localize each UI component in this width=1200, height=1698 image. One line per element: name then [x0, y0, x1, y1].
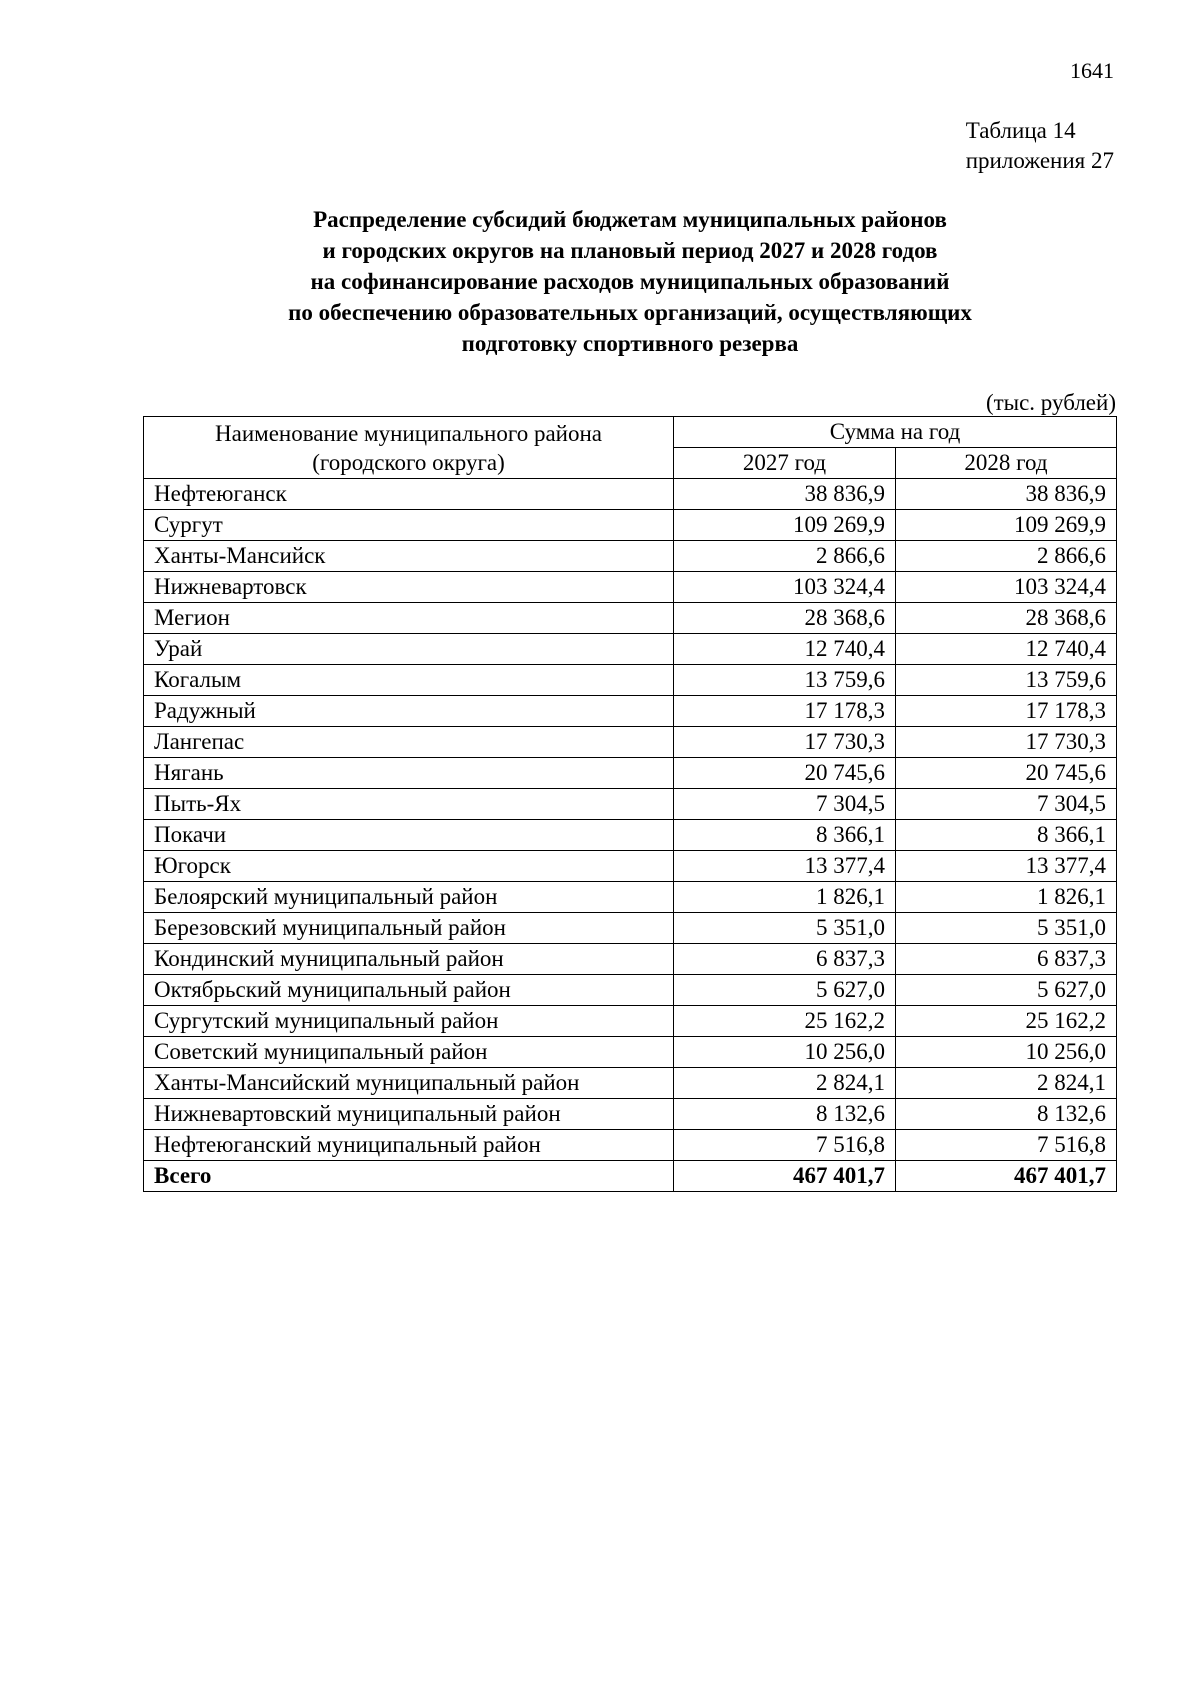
table-row [144, 665, 1117, 696]
municipality-name: Белоярский муниципальный район [144, 882, 674, 913]
value-2028: 7 516,8 [896, 1130, 1117, 1161]
value-2028: 5 627,0 [896, 975, 1117, 1006]
value-2028: 10 256,0 [896, 1037, 1117, 1068]
municipality-name: Сургут [144, 510, 674, 541]
value-2027: 13 377,4 [674, 851, 896, 882]
value-2027: 12 740,4 [674, 634, 896, 665]
table-total-row [144, 1161, 1117, 1192]
total-value-2028: 467 401,7 [896, 1161, 1117, 1192]
value-2027: 7 304,5 [674, 789, 896, 820]
table-row [144, 1006, 1117, 1037]
municipality-name: Радужный [144, 696, 674, 727]
value-2027: 7 516,8 [674, 1130, 896, 1161]
table-row [144, 975, 1117, 1006]
table-row [144, 727, 1117, 758]
municipality-name: Кондинский муниципальный район [144, 944, 674, 975]
municipality-name: Пыть-Ях [144, 789, 674, 820]
header-name-line-1: Наименование муниципального района [215, 420, 602, 446]
value-2028: 28 368,6 [896, 603, 1117, 634]
total-value-2027: 467 401,7 [674, 1161, 896, 1192]
table-row [144, 1068, 1117, 1099]
value-2027: 5 627,0 [674, 975, 896, 1006]
value-2027: 20 745,6 [674, 758, 896, 789]
table-row [144, 913, 1117, 944]
value-2028: 25 162,2 [896, 1006, 1117, 1037]
table-row [144, 758, 1117, 789]
municipality-name: Покачи [144, 820, 674, 851]
value-2027: 8 132,6 [674, 1099, 896, 1130]
value-2028: 6 837,3 [896, 944, 1117, 975]
table-reference-line-1: Таблица 14 [965, 118, 1076, 143]
value-2027: 17 178,3 [674, 696, 896, 727]
value-2027: 6 837,3 [674, 944, 896, 975]
header-name-column [144, 417, 674, 479]
municipality-name: Нефтеюганский муниципальный район [144, 1130, 674, 1161]
value-2027: 2 824,1 [674, 1068, 896, 1099]
page-number: 1641 [1070, 58, 1114, 83]
table-row [144, 1037, 1117, 1068]
municipality-name: Ханты-Мансийский муниципальный район [144, 1068, 674, 1099]
value-2028: 109 269,9 [896, 510, 1117, 541]
table-row [144, 820, 1117, 851]
municipality-name: Лангепас [144, 727, 674, 758]
header-name-line-2: (городского округа) [312, 449, 505, 475]
value-2027: 5 351,0 [674, 913, 896, 944]
table-row [144, 789, 1117, 820]
table-reference-line-2: приложения 27 [965, 148, 1114, 173]
municipality-name: Нижневартовский муниципальный район [144, 1099, 674, 1130]
table-row [144, 944, 1117, 975]
document-title [0, 204, 1200, 359]
value-2027: 25 162,2 [674, 1006, 896, 1037]
header-row-1 [144, 417, 1117, 448]
value-2028: 1 826,1 [896, 882, 1117, 913]
value-2027: 28 368,6 [674, 603, 896, 634]
table-row [144, 851, 1117, 882]
units-label: (тыс. рублей) [985, 390, 1116, 415]
subsidy-table [143, 416, 1117, 1192]
table-row [144, 479, 1117, 510]
table-row [144, 603, 1117, 634]
value-2028: 7 304,5 [896, 789, 1117, 820]
title-line-1: Распределение субсидий бюджетам муниципальных районов [313, 207, 947, 232]
table-row [144, 541, 1117, 572]
municipality-name: Мегион [144, 603, 674, 634]
title-line-3: на софинансирование расходов муниципальных образований [310, 269, 950, 294]
municipality-name: Когалым [144, 665, 674, 696]
value-2028: 8 366,1 [896, 820, 1117, 851]
title-line-2: и городских округов на плановый период 2027 и 2028 годов [322, 238, 938, 263]
value-2028: 13 377,4 [896, 851, 1117, 882]
value-2027: 2 866,6 [674, 541, 896, 572]
value-2028: 2 824,1 [896, 1068, 1117, 1099]
value-2027: 13 759,6 [674, 665, 896, 696]
table-row [144, 1099, 1117, 1130]
value-2028: 2 866,6 [896, 541, 1117, 572]
table-row [144, 882, 1117, 913]
table-row [144, 634, 1117, 665]
table-body [144, 479, 1117, 1192]
value-2027: 1 826,1 [674, 882, 896, 913]
table-row [144, 510, 1117, 541]
municipality-name: Нижневартовск [144, 572, 674, 603]
municipality-name: Октябрьский муниципальный район [144, 975, 674, 1006]
value-2027: 38 836,9 [674, 479, 896, 510]
municipality-name: Березовский муниципальный район [144, 913, 674, 944]
value-2028: 17 730,3 [896, 727, 1117, 758]
title-line-4: по обеспечению образовательных организаций, осуществляющих [288, 300, 972, 325]
total-municipality-name: Всего [144, 1161, 674, 1192]
table-reference [966, 116, 1114, 176]
value-2028: 103 324,4 [896, 572, 1117, 603]
value-2028: 13 759,6 [896, 665, 1117, 696]
value-2027: 8 366,1 [674, 820, 896, 851]
value-2028: 20 745,6 [896, 758, 1117, 789]
value-2028: 38 836,9 [896, 479, 1117, 510]
header-year-2028: 2028 год [896, 448, 1117, 479]
value-2027: 17 730,3 [674, 727, 896, 758]
municipality-name: Советский муниципальный район [144, 1037, 674, 1068]
table-row [144, 1130, 1117, 1161]
value-2028: 8 132,6 [896, 1099, 1117, 1130]
header-year-2027: 2027 год [674, 448, 896, 479]
value-2028: 12 740,4 [896, 634, 1117, 665]
header-sum-per-year: Сумма на год [674, 417, 1117, 448]
value-2027: 109 269,9 [674, 510, 896, 541]
value-2027: 10 256,0 [674, 1037, 896, 1068]
table-row [144, 696, 1117, 727]
value-2027: 103 324,4 [674, 572, 896, 603]
municipality-name: Югорск [144, 851, 674, 882]
municipality-name: Нягань [144, 758, 674, 789]
table-header [144, 417, 1117, 479]
title-line-5: подготовку спортивного резерва [461, 331, 799, 356]
municipality-name: Ханты-Мансийск [144, 541, 674, 572]
value-2028: 5 351,0 [896, 913, 1117, 944]
municipality-name: Урай [144, 634, 674, 665]
municipality-name: Нефтеюганск [144, 479, 674, 510]
municipality-name: Сургутский муниципальный район [144, 1006, 674, 1037]
value-2028: 17 178,3 [896, 696, 1117, 727]
table-row [144, 572, 1117, 603]
